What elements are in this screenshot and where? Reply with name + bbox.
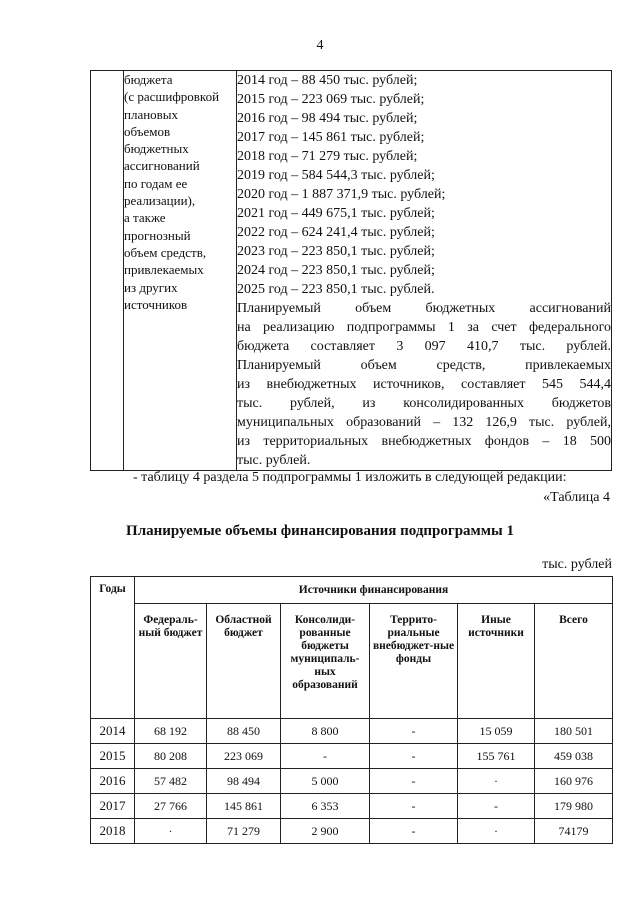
- federal-cell: 57 482: [135, 769, 207, 794]
- paragraph-line: бюджета составляет 3 097 410,7 тыс. рублей.: [237, 339, 611, 354]
- label-line: реализации),: [124, 193, 196, 209]
- passport-label-cell: [124, 71, 237, 471]
- year-allocation: 2019 год – 584 544,3 тыс. рублей;: [237, 168, 435, 183]
- total-cell: 74179: [535, 819, 613, 844]
- year-cell: 2018: [91, 819, 135, 844]
- year-allocation: 2021 год – 449 675,1 тыс. рублей;: [237, 206, 435, 221]
- regional-cell: 223 069: [207, 744, 281, 769]
- other-cell: ·: [458, 769, 535, 794]
- year-allocation: 2015 год – 223 069 тыс. рублей;: [237, 92, 425, 107]
- other-cell: 155 761: [458, 744, 535, 769]
- total-cell: 160 976: [535, 769, 613, 794]
- paragraph-line: из территориальных внебюджетных фондов – 18 500: [237, 434, 611, 449]
- paragraph-line: тыс. рублей, из консолидированных бюджетов: [237, 396, 611, 411]
- year-allocation: 2024 год – 223 850,1 тыс. рублей;: [237, 263, 435, 278]
- year-allocation: 2017 год – 145 861 тыс. рублей;: [237, 130, 425, 145]
- sources-header: Источники финансирования: [135, 577, 613, 604]
- financing-table: [90, 576, 613, 844]
- label-line: по годам ее: [124, 175, 188, 191]
- label-line: источников: [124, 296, 188, 312]
- regional-cell: 145 861: [207, 794, 281, 819]
- paragraph-line: муниципальных образований – 132 126,9 тыс. рублей,: [237, 415, 611, 430]
- year-allocation: 2025 год – 223 850,1 тыс. рублей.: [237, 282, 435, 297]
- year-cell: 2016: [91, 769, 135, 794]
- label-line: бюджетных: [124, 141, 189, 157]
- paragraph-line: тыс. рублей.: [237, 453, 311, 468]
- territorial-cell: -: [370, 719, 458, 744]
- label-line: а также: [124, 210, 166, 226]
- federal-cell: 80 208: [135, 744, 207, 769]
- paragraph-line: на реализацию подпрограммы 1 за счет федерального: [237, 320, 611, 335]
- municipal-cell: 6 353: [281, 794, 370, 819]
- federal-cell: 27 766: [135, 794, 207, 819]
- paragraph-line: Планируемый объем средств, привлекаемых: [237, 358, 611, 373]
- table-row: [91, 769, 613, 794]
- table-row: [91, 794, 613, 819]
- page-number: 4: [316, 38, 324, 53]
- column-header-regional: Областной бюджет: [207, 604, 281, 719]
- label-line: прогнозный: [124, 227, 191, 243]
- column-header-other: Иные источники: [458, 604, 535, 719]
- year-allocation: 2020 год – 1 887 371,9 тыс. рублей;: [237, 187, 446, 202]
- amendment-instruction: - таблицу 4 раздела 5 подпрограммы 1 изложить в следующей редакции:: [133, 470, 567, 485]
- paragraph-line: из внебюджетных источников, составляет 545 544,4: [237, 377, 611, 392]
- year-allocation: 2018 год – 71 279 тыс. рублей;: [237, 149, 418, 164]
- column-header-municipal: Консолиди-рованные бюджеты муниципаль-ных образований: [281, 604, 370, 719]
- year-allocation: 2016 год – 98 494 тыс. рублей;: [237, 111, 418, 126]
- other-cell: 15 059: [458, 719, 535, 744]
- year-allocation: 2022 год – 624 241,4 тыс. рублей;: [237, 225, 435, 240]
- years-header: Годы: [91, 577, 135, 719]
- budget-passport-table: [90, 70, 612, 471]
- table-title: Планируемые объемы финансирования подпрограммы 1: [126, 523, 514, 539]
- paragraph-line: Планируемый объем бюджетных ассигнований: [237, 301, 611, 316]
- year-cell: 2015: [91, 744, 135, 769]
- regional-cell: 71 279: [207, 819, 281, 844]
- year-cell: 2017: [91, 794, 135, 819]
- municipal-cell: -: [281, 744, 370, 769]
- year-allocation: 2023 год – 223 850,1 тыс. рублей;: [237, 244, 435, 259]
- total-cell: 180 501: [535, 719, 613, 744]
- municipal-cell: 8 800: [281, 719, 370, 744]
- column-header-total: Всего: [535, 604, 613, 719]
- table-row: [91, 719, 613, 744]
- year-allocation: 2014 год – 88 450 тыс. рублей;: [237, 73, 418, 88]
- label-line: (с расшифровкой: [124, 89, 220, 105]
- label-line: объемов: [124, 123, 171, 139]
- territorial-cell: -: [370, 819, 458, 844]
- federal-cell: ·: [135, 819, 207, 844]
- territorial-cell: -: [370, 794, 458, 819]
- territorial-cell: -: [370, 744, 458, 769]
- regional-cell: 88 450: [207, 719, 281, 744]
- label-line: бюджета: [124, 72, 173, 87]
- label-line: объем средств,: [124, 244, 207, 260]
- label-line: привлекаемых: [124, 262, 204, 278]
- table-row: [91, 819, 613, 844]
- table-label: «Таблица 4: [543, 490, 610, 505]
- column-header-territorial: Террито-риальные внебюджет-ные фонды: [370, 604, 458, 719]
- total-cell: 179 980: [535, 794, 613, 819]
- other-cell: -: [458, 794, 535, 819]
- regional-cell: 98 494: [207, 769, 281, 794]
- municipal-cell: 5 000: [281, 769, 370, 794]
- units-label: тыс. рублей: [542, 557, 612, 572]
- empty-number-cell: [91, 71, 124, 471]
- territorial-cell: -: [370, 769, 458, 794]
- total-cell: 459 038: [535, 744, 613, 769]
- federal-cell: 68 192: [135, 719, 207, 744]
- passport-value-cell: [237, 71, 612, 471]
- label-line: из других: [124, 279, 178, 295]
- year-cell: 2014: [91, 719, 135, 744]
- other-cell: ·: [458, 819, 535, 844]
- column-header-federal: Федераль-ный бюджет: [135, 604, 207, 719]
- label-line: ассигнований: [124, 158, 200, 174]
- municipal-cell: 2 900: [281, 819, 370, 844]
- label-line: плановых: [124, 106, 179, 122]
- table-row: [91, 744, 613, 769]
